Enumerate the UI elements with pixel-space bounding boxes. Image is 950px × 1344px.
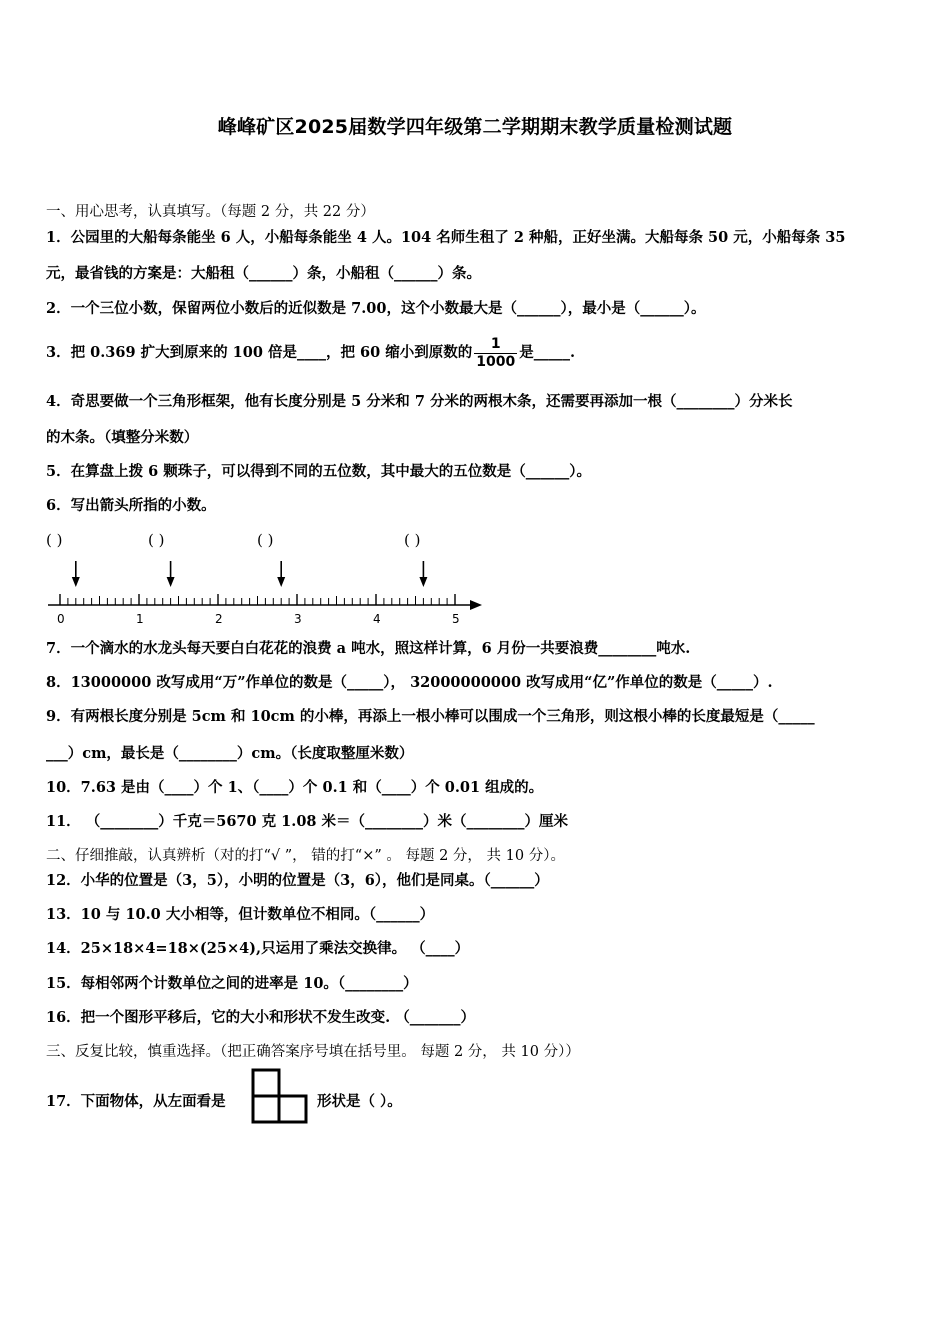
question-14: 14．25×18×4=18×(25×4),只运用了乘法交换律。 （____） [46,940,470,957]
question-17-before: 17．下面物体，从左面看是 [46,1093,226,1110]
pointer-arrows [72,561,428,587]
pointer-arrow [419,561,427,587]
question-13: 13．10 与 10.0 大小相等，但计数单位不相同。（______） [46,906,435,923]
answer-blank-1: ( ) [46,531,63,549]
question-1-line-1: 1．公园里的大船每条能坐 6 人，小船每条能坐 4 人。104 名师生租了 2 种船，正好坐满。大船每条 50 元，小船每条 35 [46,229,846,246]
pointer-arrow [167,561,175,587]
block-shape-figure [251,1068,309,1124]
question-5: 5．在算盘上拨 6 颗珠子，可以得到不同的五位数，其中最大的五位数是（______）。 [46,463,592,480]
question-15: 15．每相邻两个计数单位之间的进率是 10。（________） [46,975,418,992]
question-2: 2．一个三位小数，保留两位小数后的近似数是 7.00，这个小数最大是（______），最小是（______）。 [46,300,706,317]
page-title: 峰峰矿区2025届数学四年级第二学期期末教学质量检测试题 [217,116,733,138]
tick-label: 2 [215,612,223,626]
answer-blank-4: ( ) [404,531,421,549]
section-1-heading: 一、用心思考，认真填写。（每题 2 分，共 22 分） [46,204,375,220]
shape-bottom-left-square [253,1096,279,1122]
tick-label: 5 [452,612,460,626]
shape-top-square [253,1070,279,1096]
question-9-line-1: 9．有两根长度分别是 5cm 和 10cm 的小棒，再添上一根小棒可以围成一个三角形，则这根小棒的长度最短是（_____ [46,708,815,725]
question-8: 8．13000000 改写成用“万”作单位的数是（_____）， 32000000000 改写成用“亿”作单位的数是（_____）. [46,674,773,691]
fraction [474,336,517,371]
question-12: 12．小华的位置是（3，5），小明的位置是（3，6），他们是同桌。（______） [46,872,549,889]
pointer-arrow [277,561,285,587]
section-2-heading: 二、仔细推敲，认真辨析（对的打“√ ”， 错的打“×” 。 每题 2 分， 共 10 分）。 [46,848,565,864]
question-3 [46,335,575,371]
question-3-after: 是_____. [519,344,576,361]
question-1-line-2: 元，最省钱的方案是：大船租（______）条，小船租（______）条。 [46,265,481,282]
question-6: 6．写出箭头所指的小数。 [46,497,216,514]
tick-label: 3 [294,612,302,626]
question-3-before: 3．把 0.369 扩大到原来的 100 倍是____，把 60 缩小到原数的 [46,344,473,361]
tick-label: 1 [136,612,144,626]
question-11: 11． （________）千克＝5670 克 1.08 米＝（________）米（________）厘米 [46,813,569,830]
fraction-numerator: 1 [490,335,501,352]
question-4-line-1: 4．奇思要做一个三角形框架，他有长度分别是 5 分米和 7 分米的两根木条，还需要再添加一根（________）分米长 [46,393,793,410]
tick-label: 0 [57,612,65,626]
shape-bottom-right-square [279,1096,306,1122]
fraction-denominator: 1000 [476,353,516,370]
question-9-line-2: ___）cm，最长是（________）cm。（长度取整厘米数） [46,745,414,762]
question-4-line-2: 的木条。（填整分米数） [46,429,199,446]
number-line-figure [40,525,500,630]
answer-blank-2: ( ) [148,531,165,549]
axis-tick-labels [57,612,460,626]
question-10: 10．7.63 是由（____）个 1、（____）个 0.1 和（____）个 0.01 组成的。 [46,779,544,796]
question-7: 7．一个滴水的水龙头每天要白白花花的浪费 a 吨水，照这样计算，6 月份一共要浪费________吨水. [46,640,691,657]
question-16: 16．把一个图形平移后，它的大小和形状不发生改变. （_______） [46,1009,476,1026]
section-3-heading: 三、反复比较，慎重选择。（把正确答案序号填在括号里。 每题 2 分， 共 10 分）） [46,1044,580,1060]
question-17-after: 形状是（ ）。 [317,1093,402,1110]
answer-blank-3: ( ) [257,531,274,549]
tick-label: 4 [373,612,381,626]
axis-ticks [60,594,455,605]
axis-arrowhead [470,600,482,610]
pointer-arrow [72,561,80,587]
